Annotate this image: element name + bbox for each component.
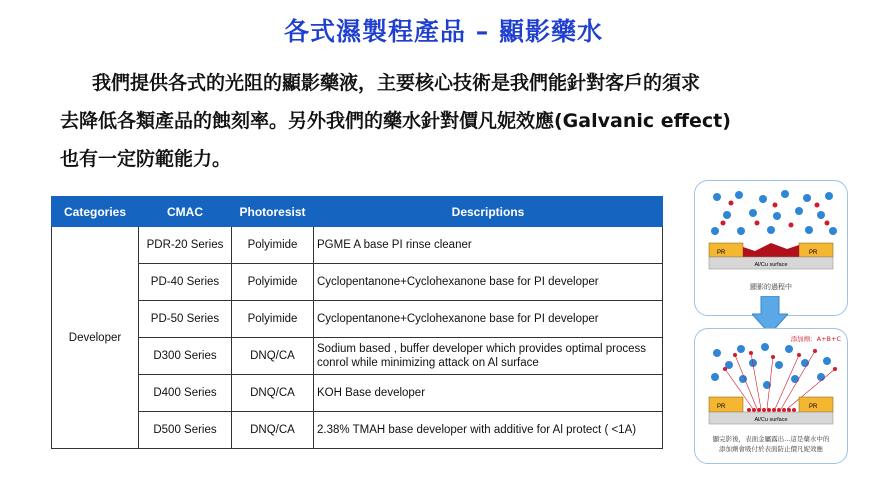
category-cell: Developer xyxy=(52,227,139,449)
cmac-cell: D300 Series xyxy=(139,338,232,375)
header-categories: Categories xyxy=(52,197,139,227)
photoresist-cell: DNQ/CA xyxy=(232,338,314,375)
dissolving-resist xyxy=(743,243,799,257)
intro-text xyxy=(60,64,830,178)
photoresist-cell: DNQ/CA xyxy=(232,375,314,412)
page-title: 各式濕製程產品 – 顯影藥水 xyxy=(284,17,603,46)
intro-line-3: 也有一定防範能力。 xyxy=(60,148,232,170)
cmac-cell: PD-40 Series xyxy=(139,264,232,301)
product-table xyxy=(51,196,663,449)
table-row xyxy=(52,338,663,375)
description-cell: Cyclopentanone+Cyclohexanone base for PI developer xyxy=(314,264,663,301)
description-cell: PGME A base PI rinse cleaner xyxy=(314,227,663,264)
developing-illustration xyxy=(695,181,847,315)
pr-block-left xyxy=(709,243,743,257)
additive-label: 添加劑：A+B+C xyxy=(790,335,841,343)
developed-illustration xyxy=(695,329,847,463)
header-cmac: CMAC xyxy=(139,197,232,227)
panel1-caption: 顯影的過程中 xyxy=(750,283,792,291)
pr-label-right: PR xyxy=(809,250,818,256)
diagram-panel-developed xyxy=(694,328,848,464)
pr-block-left xyxy=(709,397,743,412)
blue-dots xyxy=(711,343,831,389)
table-row xyxy=(52,227,663,264)
cmac-cell: PD-50 Series xyxy=(139,301,232,338)
photoresist-cell: Polyimide xyxy=(232,264,314,301)
header-photoresist: Photoresist xyxy=(232,197,314,227)
table-row xyxy=(52,301,663,338)
description-cell: 2.38% TMAH base developer with additive for Al protect ( <1A) xyxy=(314,412,663,449)
intro-line-2: 去降低各類產品的蝕刻率。另外我們的藥水針對價凡妮效應(Galvanic effect) xyxy=(60,110,731,132)
table-row xyxy=(52,412,663,449)
table-header-row xyxy=(52,197,663,227)
photoresist-cell: Polyimide xyxy=(232,301,314,338)
description-cell: Cyclopentanone+Cyclohexanone base for PI developer xyxy=(314,301,663,338)
pr-label-left: PR xyxy=(717,404,726,410)
table-row xyxy=(52,375,663,412)
header-descriptions: Descriptions xyxy=(314,197,663,227)
intro-line-1: 我們提供各式的光阻的顯影藥液，主要核心技術是我們能針對客戶的須求 xyxy=(92,72,701,94)
surface-label: Al/Cu surface xyxy=(754,417,788,423)
description-cell: KOH Base developer xyxy=(314,375,663,412)
panel2-caption-line-1: 顯完影後，表面金屬露出...這是藥水中的 xyxy=(712,435,830,443)
panel2-caption-line-2: 添加劑會吸付於表面防止價凡妮效應 xyxy=(719,445,823,453)
photoresist-cell: Polyimide xyxy=(232,227,314,264)
pr-label-right: PR xyxy=(809,404,818,410)
blue-dots xyxy=(711,190,837,235)
cmac-cell: PDR-20 Series xyxy=(139,227,232,264)
pr-label-left: PR xyxy=(717,250,726,256)
photoresist-cell: DNQ/CA xyxy=(232,412,314,449)
surface-label: Al/Cu surface xyxy=(754,262,788,268)
cmac-cell: D400 Series xyxy=(139,375,232,412)
description-cell: Sodium based , buffer developer which provides optimal process conrol while minimizing attack on Al surface xyxy=(314,338,663,375)
table-row xyxy=(52,264,663,301)
cmac-cell: D500 Series xyxy=(139,412,232,449)
